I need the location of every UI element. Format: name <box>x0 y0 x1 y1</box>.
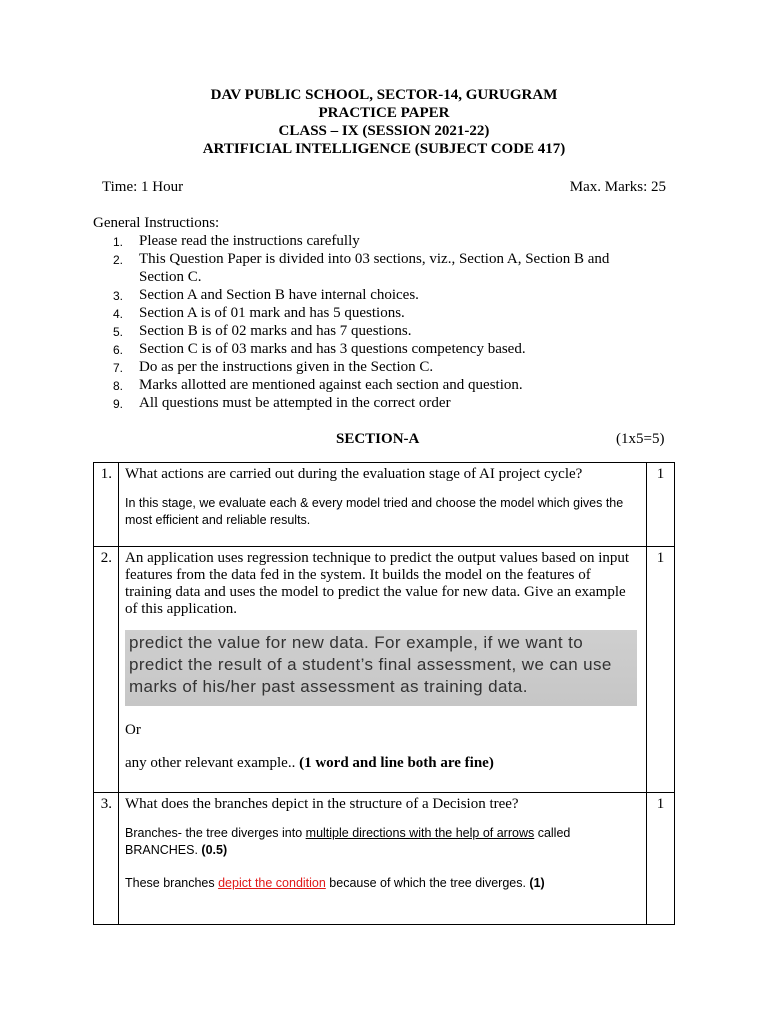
instructions-title: General Instructions: <box>93 215 220 231</box>
question-number: 1. <box>94 463 119 547</box>
instructions-list <box>113 232 653 412</box>
question-mark: 1 <box>647 547 675 793</box>
subject-name: ARTIFICIAL INTELLIGENCE (SUBJECT CODE 417) <box>202 141 566 157</box>
instruction-item: 2. This Question Paper is divided into 03 sections, viz., Section A, Section B and Section C. <box>113 251 610 285</box>
max-marks: Max. Marks: 25 <box>569 179 666 195</box>
section-marks: (1x5=5) <box>616 431 665 447</box>
answer-text: Branches- the tree diverges into multiple directions with the help of arrows called BRANCHES. (0.5) <box>125 826 571 857</box>
question-text: What actions are carried out during the evaluation stage of AI project cycle? <box>125 466 583 482</box>
alternate-answer: any other relevant example.. (1 word and line both are fine) <box>125 755 494 771</box>
question-mark: 1 <box>647 463 675 547</box>
section-title: SECTION-A <box>336 431 420 447</box>
table-row <box>94 463 675 547</box>
questions-table <box>93 462 675 925</box>
scan-line: predict the result of a student’s final assessment, we can use <box>129 655 612 674</box>
question-number: 3. <box>94 793 119 925</box>
or-text: Or <box>125 722 141 738</box>
scan-line: predict the value for new data. For example, if we want to <box>129 633 584 652</box>
table-row <box>94 793 675 925</box>
question-cell <box>119 793 647 925</box>
paper-type: PRACTICE PAPER <box>318 105 450 121</box>
instruction-item: 6. Section C is of 03 marks and has 3 questions competency based. <box>113 341 526 357</box>
answer-text: These branches depict the condition because of which the tree diverges. (1) <box>125 876 545 890</box>
class-session: CLASS – IX (SESSION 2021-22) <box>278 123 490 139</box>
instruction-item: 8. Marks allotted are mentioned against each section and question. <box>113 377 523 393</box>
instruction-item: 9. All questions must be attempted in the correct order <box>113 395 451 411</box>
school-name: DAV PUBLIC SCHOOL, SECTOR-14, GURUGRAM <box>210 87 558 103</box>
question-mark: 1 <box>647 793 675 925</box>
question-cell <box>119 463 647 547</box>
instruction-item: 4. Section A is of 01 mark and has 5 questions. <box>113 305 405 321</box>
question-text: An application uses regression technique to predict the output values based on input features from the data fed in the system. It builds the model on the features of training data and uses the model to predict the value for new data. Give an example of this application. <box>125 550 630 617</box>
instruction-item: 5. Section B is of 02 marks and has 7 questions. <box>113 323 412 339</box>
table-row <box>94 547 675 793</box>
instruction-item: 3. Section A and Section B have internal choices. <box>113 287 419 303</box>
question-cell <box>119 547 647 793</box>
time-allowed: Time: 1 Hour <box>102 179 184 195</box>
meta-row <box>102 178 666 196</box>
instruction-item: 1. Please read the instructions carefully <box>113 233 360 249</box>
question-text: What does the branches depict in the structure of a Decision tree? <box>125 796 519 812</box>
instruction-item: 7. Do as per the instructions given in the Section C. <box>113 359 434 375</box>
scan-line: marks of his/her past assessment as training data. <box>129 677 528 696</box>
paper-header <box>0 86 768 158</box>
question-number: 2. <box>94 547 119 793</box>
scanned-answer-image <box>125 630 637 706</box>
answer-text: In this stage, we evaluate each & every model tried and choose the model which gives the most efficient and reliable results. <box>125 496 624 527</box>
